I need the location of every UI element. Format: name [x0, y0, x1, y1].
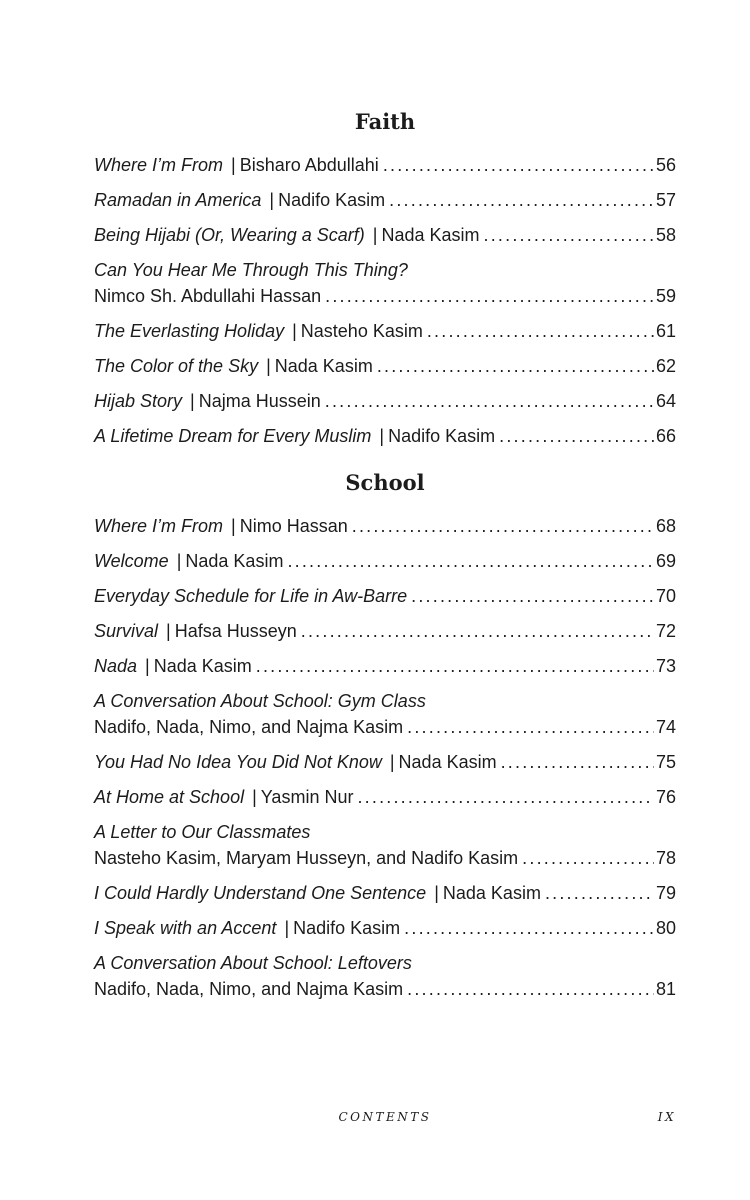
- toc-entry[interactable]: [94, 153, 676, 178]
- dot-leader: [389, 188, 654, 213]
- entry-title: The Everlasting Holiday: [94, 321, 285, 341]
- entry-title: Being Hijabi (Or, Wearing a Scarf): [94, 225, 365, 245]
- entry-separator: |: [231, 516, 236, 536]
- toc-entry[interactable]: [94, 514, 676, 539]
- entry-page-number: 79: [655, 883, 676, 903]
- entry-author: Nada Kasim: [442, 883, 541, 903]
- entry-page-number: 61: [655, 321, 676, 341]
- entry-page-number: 66: [655, 426, 676, 446]
- entry-title: The Color of the Sky: [94, 356, 259, 376]
- page-footer: [94, 1110, 676, 1130]
- entry-separator: |: [252, 787, 257, 807]
- entry-author: Hafsa Husseyn: [174, 621, 297, 641]
- entry-author: Nadifo Kasim: [278, 190, 386, 210]
- entry-author: Nadifo Kasim: [388, 426, 496, 446]
- entry-page-number: 64: [655, 391, 676, 411]
- dot-leader: [357, 785, 654, 810]
- dot-leader: [499, 424, 654, 449]
- entry-author: Nadifo, Nada, Nimo, and Najma Kasim: [94, 979, 404, 999]
- entry-title: A Conversation About School: Gym Class: [94, 691, 426, 711]
- entry-separator: |: [266, 356, 271, 376]
- dot-leader: [352, 514, 654, 539]
- dot-leader: [325, 284, 654, 309]
- dot-leader: [407, 977, 654, 1002]
- toc-entry[interactable]: [94, 785, 676, 810]
- entry-title: Nada: [94, 656, 138, 676]
- entry-separator: |: [176, 551, 182, 571]
- entry-author: Nada Kasim: [153, 656, 252, 676]
- dot-leader: [407, 715, 654, 740]
- entry-page-number: 81: [655, 979, 676, 999]
- entry-author: Nadifo, Nada, Nimo, and Najma Kasim: [94, 717, 404, 737]
- toc-entry[interactable]: [94, 750, 676, 775]
- page-number: IX: [657, 1110, 676, 1124]
- entry-separator: |: [379, 426, 385, 446]
- section-heading: School: [345, 470, 425, 495]
- entry-title: Where I’m From: [94, 155, 224, 175]
- entry-author: Nimo Hassan: [239, 516, 348, 536]
- dot-leader: [404, 916, 654, 941]
- dot-leader: [411, 584, 654, 609]
- entry-title: Welcome: [94, 551, 169, 571]
- entry-title: Hijab Story: [94, 391, 183, 411]
- entry-separator: |: [292, 321, 297, 341]
- entry-separator: |: [190, 391, 195, 411]
- entry-page-number: 69: [655, 551, 676, 571]
- entry-title: At Home at School: [94, 787, 245, 807]
- entry-author: Bisharo Abdullahi: [239, 155, 379, 175]
- toc-entry[interactable]: [94, 820, 676, 871]
- dot-leader: [501, 750, 654, 775]
- section-heading: Faith: [354, 109, 416, 134]
- dot-leader: [256, 654, 654, 679]
- entry-author: Nimco Sh. Abdullahi Hassan: [94, 286, 322, 306]
- entry-title: I Could Hardly Understand One Sentence: [94, 883, 427, 903]
- toc-entry[interactable]: [94, 223, 676, 248]
- toc-entry[interactable]: [94, 354, 676, 379]
- toc-entry[interactable]: [94, 549, 676, 574]
- toc-entry[interactable]: [94, 319, 676, 344]
- toc-entry[interactable]: [94, 188, 676, 213]
- entry-page-number: 58: [655, 225, 676, 245]
- entry-author: Nada Kasim: [398, 752, 497, 772]
- entry-author: Nadifo Kasim: [293, 918, 401, 938]
- dot-leader: [545, 881, 654, 906]
- entry-author: Najma Hussein: [198, 391, 321, 411]
- dot-leader: [383, 153, 654, 178]
- entry-page-number: 57: [655, 190, 676, 210]
- dot-leader: [377, 354, 654, 379]
- toc-entry[interactable]: [94, 619, 676, 644]
- entry-separator: |: [145, 656, 150, 676]
- entry-page-number: 70: [655, 586, 676, 606]
- entry-author: Nasteho Kasim: [300, 321, 423, 341]
- entry-page-number: 74: [655, 717, 676, 737]
- toc-entry[interactable]: [94, 584, 676, 609]
- running-head: CONTENTS: [338, 1110, 432, 1124]
- entry-title: Ramadan in America: [94, 190, 262, 210]
- table-of-contents: [94, 106, 676, 1012]
- dot-leader: [427, 319, 654, 344]
- toc-entry[interactable]: [94, 424, 676, 449]
- entry-page-number: 56: [655, 155, 676, 175]
- entry-page-number: 80: [655, 918, 676, 938]
- toc-entry[interactable]: [94, 258, 676, 309]
- entry-separator: |: [284, 918, 290, 938]
- dot-leader: [522, 846, 654, 871]
- entry-author: Nada Kasim: [274, 356, 373, 376]
- toc-entry[interactable]: [94, 389, 676, 414]
- entry-title: A Letter to Our Classmates: [94, 822, 311, 842]
- dot-leader: [301, 619, 654, 644]
- entry-author: Nada Kasim: [381, 225, 480, 245]
- entry-title: Survival: [94, 621, 159, 641]
- entry-title: Can You Hear Me Through This Thing?: [94, 260, 408, 280]
- toc-entry[interactable]: [94, 689, 676, 740]
- toc-entry[interactable]: [94, 951, 676, 1002]
- entry-page-number: 59: [655, 286, 676, 306]
- entry-page-number: 68: [655, 516, 676, 536]
- entry-separator: |: [166, 621, 171, 641]
- entry-page-number: 75: [655, 752, 676, 772]
- entry-title: Where I’m From: [94, 516, 224, 536]
- entry-separator: |: [269, 190, 275, 210]
- entry-title: A Lifetime Dream for Every Muslim: [94, 426, 372, 446]
- entry-author: Nasteho Kasim, Maryam Husseyn, and Nadifo Kasim: [94, 848, 519, 868]
- entry-author: Yasmin Nur: [260, 787, 354, 807]
- entry-title: You Had No Idea You Did Not Know: [94, 752, 382, 772]
- entry-page-number: 73: [655, 656, 676, 676]
- toc-entry[interactable]: [94, 881, 676, 906]
- entry-separator: |: [231, 155, 236, 175]
- toc-entry[interactable]: [94, 654, 676, 679]
- entry-page-number: 76: [655, 787, 676, 807]
- entry-page-number: 62: [655, 356, 676, 376]
- entry-page-number: 72: [655, 621, 676, 641]
- entry-title: I Speak with an Accent: [94, 918, 277, 938]
- entry-title: A Conversation About School: Leftovers: [94, 953, 412, 973]
- entry-page-number: 78: [655, 848, 676, 868]
- dot-leader: [287, 549, 654, 574]
- toc-entry[interactable]: [94, 916, 676, 941]
- entry-separator: |: [434, 883, 439, 903]
- dot-leader: [325, 389, 654, 414]
- dot-leader: [484, 223, 654, 248]
- entry-separator: |: [389, 752, 395, 772]
- entry-separator: |: [372, 225, 378, 245]
- entry-title: Everyday Schedule for Life in Aw-Barre: [94, 586, 408, 606]
- entry-author: Nada Kasim: [185, 551, 284, 571]
